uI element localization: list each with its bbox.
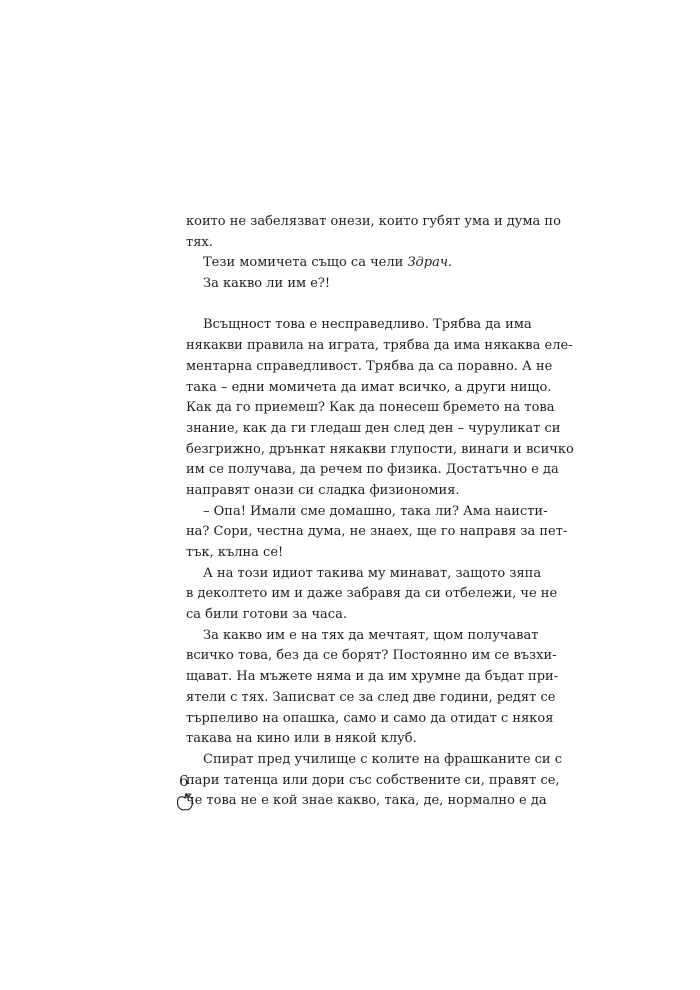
text-line <box>186 233 518 254</box>
text-line-content: За какво им е на тях да мечтаят, щом получават <box>203 627 539 643</box>
text-line <box>186 315 532 336</box>
text-line-content: че това не е кой знае какво, така, де, нормално е да <box>186 793 547 809</box>
text-line-content: някакви правила на играта, трябва да има някаква еле- <box>186 338 573 354</box>
text-line-content: им се получава, да речем по физика. Достатъчно е да <box>186 462 559 478</box>
text-line-content: такава на кино или в някой клуб. <box>186 731 417 747</box>
text-line <box>186 274 518 295</box>
blank-line <box>186 295 518 316</box>
text-line-content: търпеливо на опашка, само и само да отидат с някоя <box>186 710 554 726</box>
text-line-content: направят онази си сладка физиономия. <box>186 482 460 498</box>
text-line <box>186 750 562 771</box>
text-line-content: щават. На мъжете няма и да им хрумне да бъдат при- <box>186 669 559 685</box>
text-line <box>186 357 553 378</box>
text-line <box>186 378 552 399</box>
text-line <box>186 336 573 357</box>
text-line <box>186 419 561 440</box>
text-line <box>186 460 559 481</box>
text-line-content: Всъщност това е несправедливо. Трябва да има <box>203 317 532 333</box>
text-line <box>186 543 518 564</box>
text-line <box>186 398 555 419</box>
text-line <box>186 584 558 605</box>
text-line-content: са били готови за часа. <box>186 607 347 623</box>
text-line <box>186 440 574 461</box>
text-line-content: всичко това, без да се борят? Постоянно им се възхи- <box>186 648 557 664</box>
text-line <box>186 729 518 750</box>
apple-icon <box>176 792 194 812</box>
text-line-content: знание, как да ги гледаш ден след ден – чуруликат си <box>186 420 561 436</box>
text-line <box>186 522 568 543</box>
text-line <box>186 605 518 626</box>
text-line <box>186 502 548 523</box>
text-line <box>186 791 547 812</box>
text-line-content: ментарна справедливост. Трябва да са поравно. А не <box>186 358 553 374</box>
text-line-content: За какво ли им е?! <box>203 276 331 292</box>
text-line-content: така – едни момичета да имат всичко, а други нищо. <box>186 379 552 395</box>
text-line <box>186 667 559 688</box>
text-line <box>186 253 518 274</box>
text-line-content: Спират пред училище с колите на фрашканите си с <box>203 751 562 767</box>
text-line-content: тях. <box>186 234 213 250</box>
body-text <box>186 212 574 812</box>
text-line <box>186 481 518 502</box>
text-line <box>186 212 561 233</box>
text-line <box>186 564 542 585</box>
text-line <box>186 646 557 667</box>
text-line-content: Тези момичета също са чели <box>203 255 404 271</box>
text-line <box>186 771 560 792</box>
text-line <box>186 626 539 647</box>
text-line-content: на? Сори, честна дума, не знаех, ще го направя за пет- <box>186 524 568 540</box>
text-line-content: Как да го приемеш? Как да понесеш бремето на това <box>186 400 555 416</box>
text-line-content: в деколтето им и даже забравя да си отбележи, че не <box>186 586 558 602</box>
text-line-content: ятели с тях. Записват се за след две години, редят се <box>186 689 556 705</box>
italic-title: Здрач. <box>407 255 453 271</box>
page-number: 6 <box>179 772 189 790</box>
text-line <box>186 688 556 709</box>
text-line-content: които не забелязват онези, които губят ума и дума по <box>186 214 561 229</box>
text-line-content: пари татенца или дори със собствените си, правят се, <box>186 772 560 788</box>
text-line-content: – Опа! Имали сме домашно, така ли? Ама наисти- <box>203 503 548 519</box>
text-line-content: безгрижно, дрънкат някакви глупости, винаги и всичко <box>186 441 574 457</box>
text-line <box>186 709 554 730</box>
text-line-content: тък, кълна се! <box>186 545 284 560</box>
text-line-content: А на този идиот такива му минават, защото зяпа <box>203 565 542 581</box>
